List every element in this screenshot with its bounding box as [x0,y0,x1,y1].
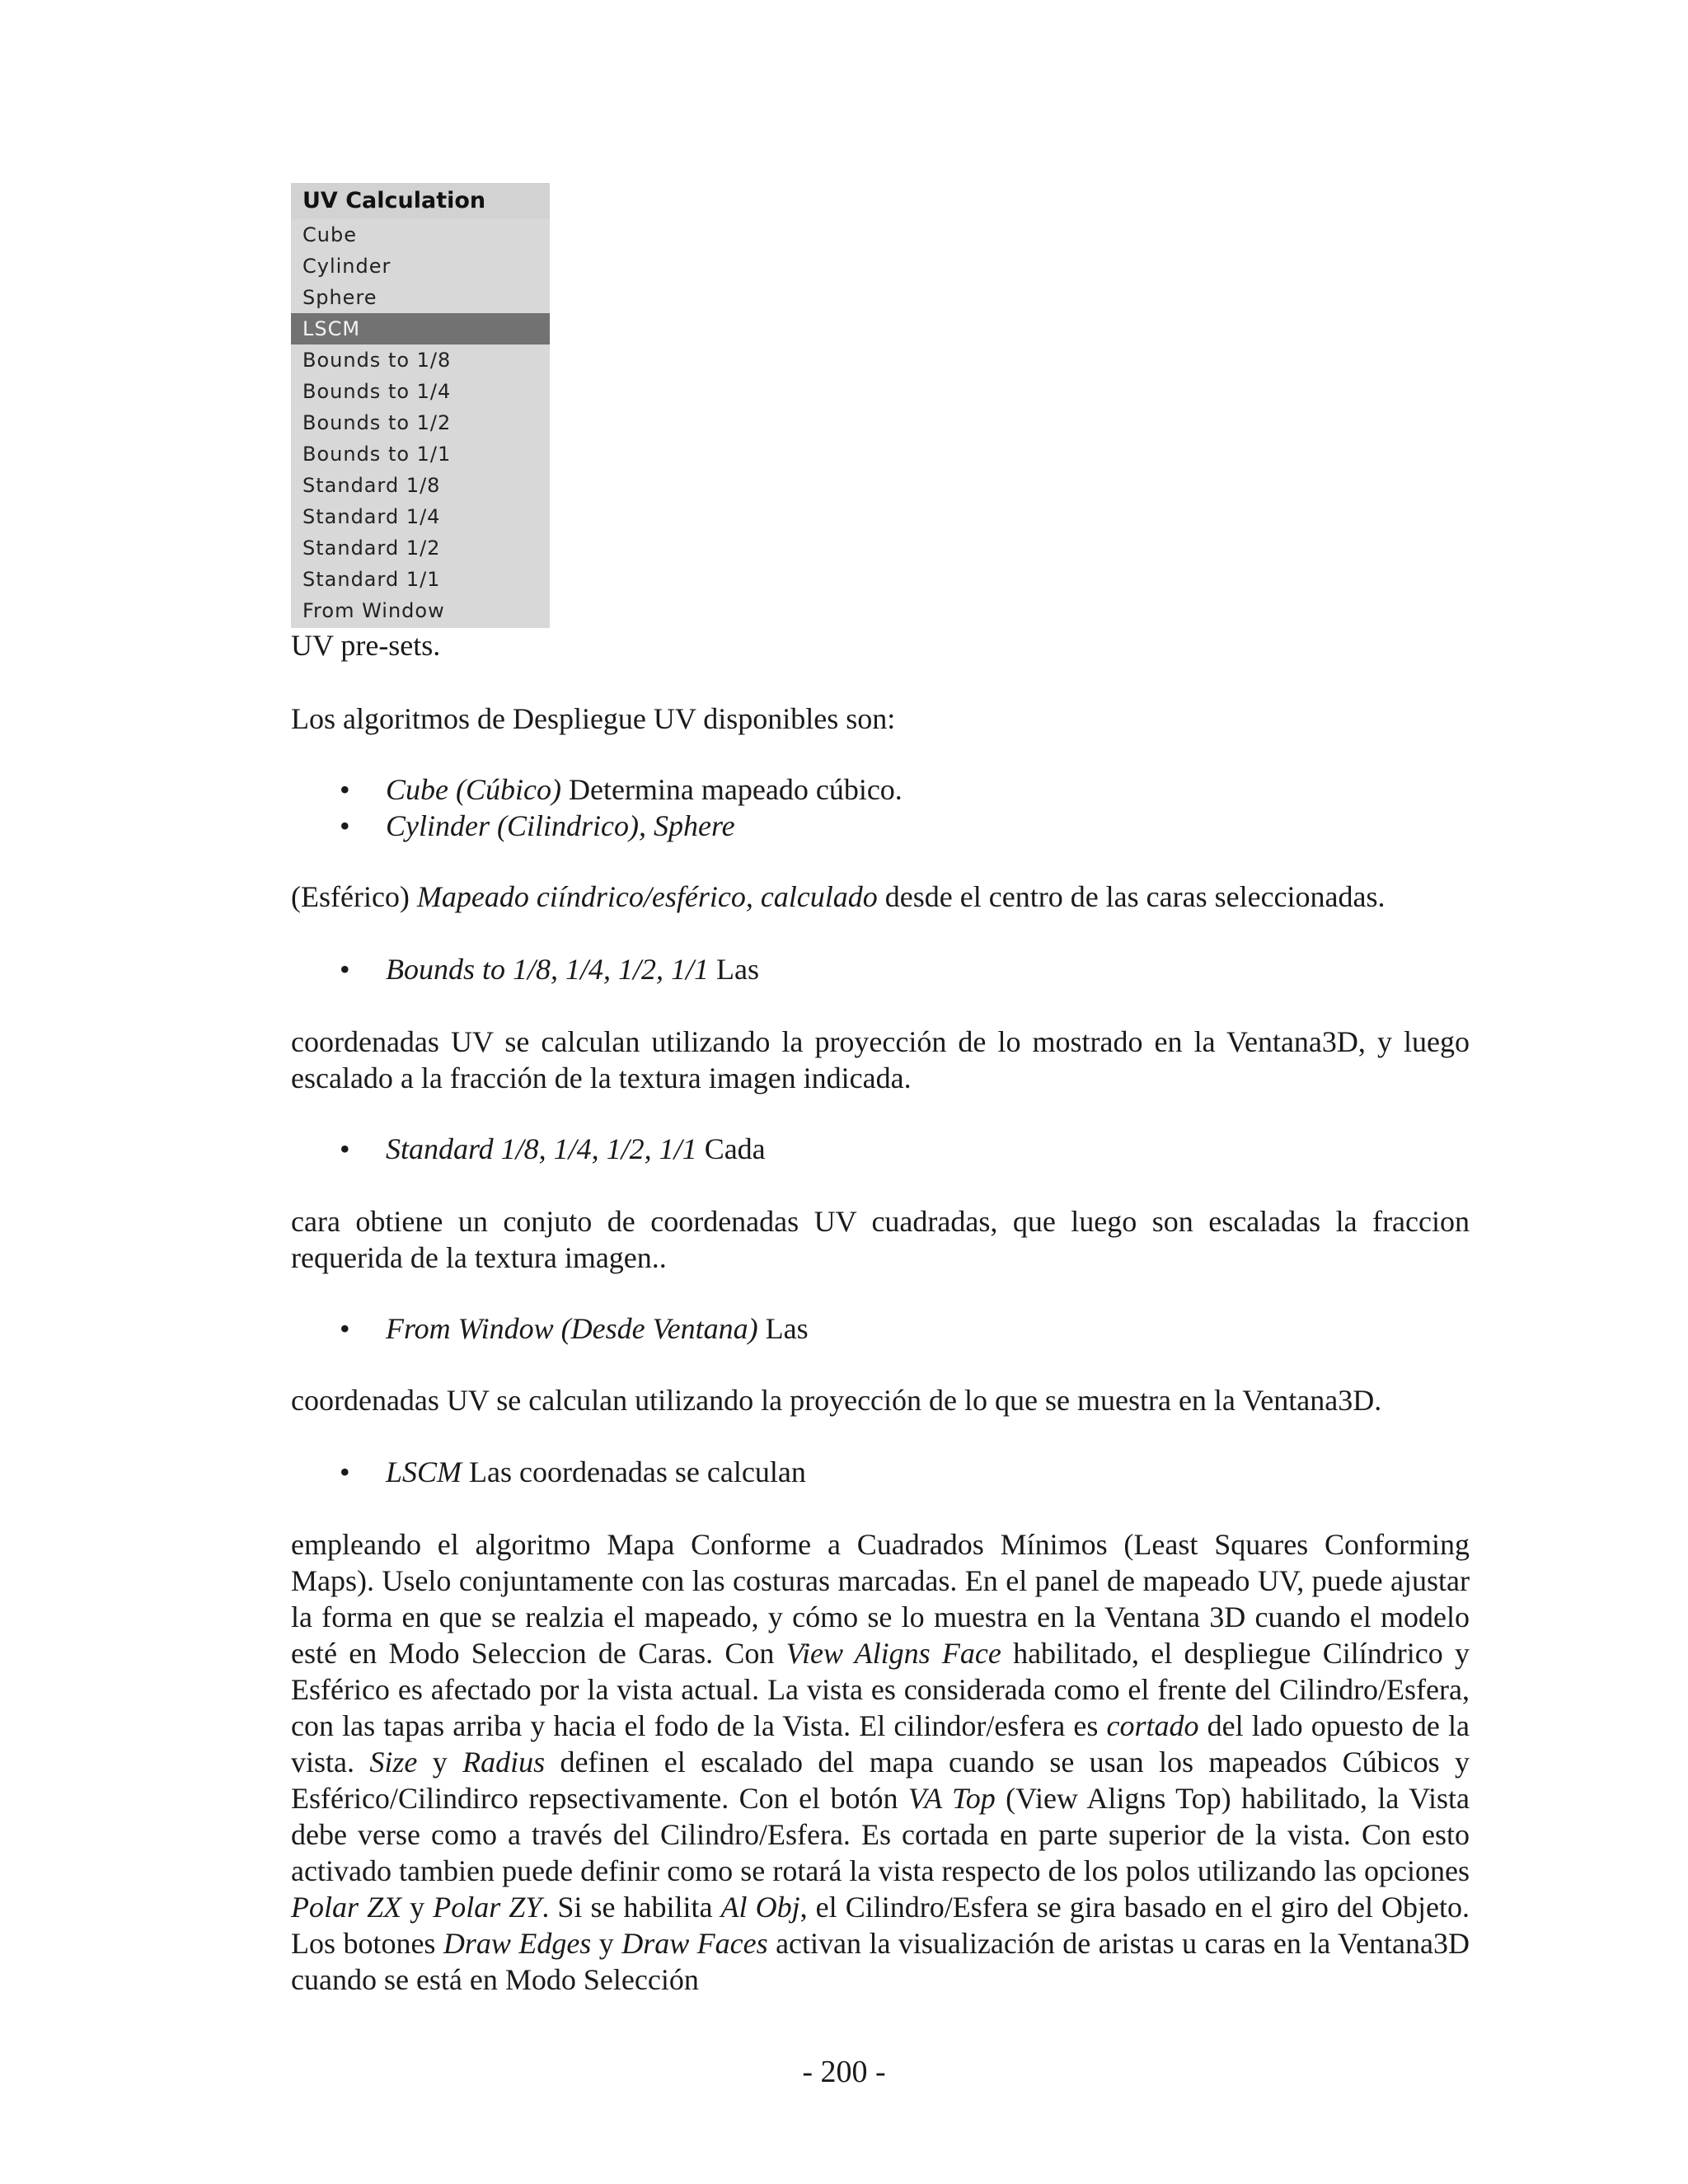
paragraph-italic: Polar ZX [291,1891,402,1924]
menu-item-from-window[interactable]: From Window [302,599,445,622]
paragraph-text: (View Aligns Top) habilitado, la Vista debe verse como a través del Cilindro/Esfera. Es cortada en parte superior de la vista. Con esto activado tambien puede definir como se rotará la vista respecto de los polos utilizando las opciones [291,1782,1470,1887]
paragraph-text: (Esférico) [291,880,417,913]
menu-item-sphere[interactable]: Sphere [302,286,377,309]
paragraph-italic: Draw Edges [443,1927,592,1960]
window-paragraph: coordenadas UV se calculan utilizando la proyección de lo que se muestra en la Ventana3D. [291,1384,1382,1417]
paragraph-text: y [591,1927,622,1960]
menu-item-standard-1-1[interactable]: Standard 1/1 [302,568,441,591]
bullet-from-window [340,1310,809,1347]
menu-item-cube[interactable]: Cube [302,223,357,246]
bullet-lscm [340,1454,806,1490]
paragraph-text: activan la visualización de aristas u caras en la Ventana3D cuando se está en Modo Selección [291,1927,1470,1996]
paragraph-text: habilitado, el despliegue Cilíndrico y Esférico es afectado por la vista actual. La vista es considerada como el frente del Cilindro/Esfera, con las tapas arriba y hacia el fodo de la Vista. El cilindor/esfera es [291,1637,1470,1742]
bullet-text: Las coordenadas se calculan [462,1455,806,1488]
bullet-cylinder [340,808,735,844]
esferico-paragraph [291,879,1470,915]
paragraph-italic: VA Top [907,1782,996,1815]
bullet-marker: • [340,773,350,806]
bullet-standard [340,1131,766,1167]
bullet-marker: • [340,1132,350,1165]
bullet-text: Determina mapeado cúbico. [560,773,903,806]
paragraph-text: y [417,1746,463,1779]
bullet-marker: • [340,1455,350,1488]
paragraph-text: del lado opuesto de la vista. [291,1709,1470,1779]
paragraph-italic: Polar ZY [433,1891,542,1924]
bullet-text: Las [709,953,759,986]
menu-item-standard-1-4[interactable]: Standard 1/4 [302,505,441,528]
paragraph-italic: View Aligns Face [785,1637,1001,1670]
paragraph-italic: Draw Faces [621,1927,768,1960]
figure-caption: UV pre-sets. [291,629,441,662]
menu-item-bounds-1-2[interactable]: Bounds to 1/2 [302,411,452,434]
menu-item-lscm[interactable]: LSCM [291,313,550,344]
intro-paragraph: Los algoritmos de Despliegue UV disponibles son: [291,702,896,735]
paragraph-italic: cortado [1106,1709,1199,1742]
paragraph-text: y [401,1891,434,1924]
menu-item-standard-1-2[interactable]: Standard 1/2 [302,537,441,560]
menu-item-cylinder[interactable]: Cylinder [302,255,392,278]
paragraph-text: , el Cilindro/Esfera se gira basado en el giro del Objeto. Los botones [291,1891,1470,1960]
bullet-cube [340,771,903,808]
menu-title: UV Calculation [291,183,550,219]
standard-paragraph: cara obtiene un conjuto de coordenadas UV cuadradas, que luego son escaladas la fraccion requerida de la textura imagen.. [291,1205,1470,1274]
bullet-text: Cada [696,1132,766,1165]
bullet-term: From Window (Desde Ventana) [386,1312,758,1345]
menu-item-bounds-1-4[interactable]: Bounds to 1/4 [302,380,452,403]
paragraph-text: . Si se habilita [542,1891,721,1924]
menu-item-bounds-1-8[interactable]: Bounds to 1/8 [302,349,452,372]
bullet-term: Cylinder (Cilindrico), Sphere [386,809,735,842]
menu-item-bounds-1-1[interactable]: Bounds to 1/1 [302,443,452,466]
bullet-bounds [340,951,759,987]
bullet-marker: • [340,809,350,842]
bullet-term: Cube (Cúbico) [386,773,561,806]
paragraph-text: desde el centro de las caras seleccionadas. [877,880,1386,913]
bullet-marker: • [340,953,350,986]
paragraph-italic: Size [369,1746,418,1779]
paragraph-italic: Mapeado ciíndrico/esférico, calculado [416,880,878,913]
bounds-paragraph: coordenadas UV se calculan utilizando la proyección de lo mostrado en la Ventana3D, y luego escalado a la fracción de la textura imagen indicada. [291,1025,1470,1094]
bullet-text: Las [757,1312,809,1345]
paragraph-italic: Al Obj [720,1891,800,1924]
menu-item-standard-1-8[interactable]: Standard 1/8 [302,474,441,497]
bullet-marker: • [340,1312,350,1345]
paragraph-text: definen el escalado del mapa cuando se usan los mapeados Cúbicos y Esférico/Cilindirco repsectivamente. Con el botón [291,1746,1470,1815]
uv-calculation-menu [291,183,550,628]
page-number: - 200 - [802,2055,886,2089]
paragraph-text: empleando el algoritmo Mapa Conforme a Cuadrados Mínimos (Least Squares Conforming Maps). Uselo conjuntamente con las costuras marcadas. En el panel de mapeado UV, puede ajustar la forma en que se realzia el mapeado, y cómo se lo muestra en la Ventana 3D cuando el modelo esté en Modo Seleccion de Caras. Con [291,1528,1470,1670]
bullet-term: LSCM [386,1455,462,1488]
paragraph-italic: Radius [462,1746,546,1779]
bullet-term: Bounds to 1/8, 1/4, 1/2, 1/1 [386,953,710,986]
lscm-paragraph [291,1526,1470,1998]
bullet-term: Standard 1/8, 1/4, 1/2, 1/1 [386,1132,697,1165]
